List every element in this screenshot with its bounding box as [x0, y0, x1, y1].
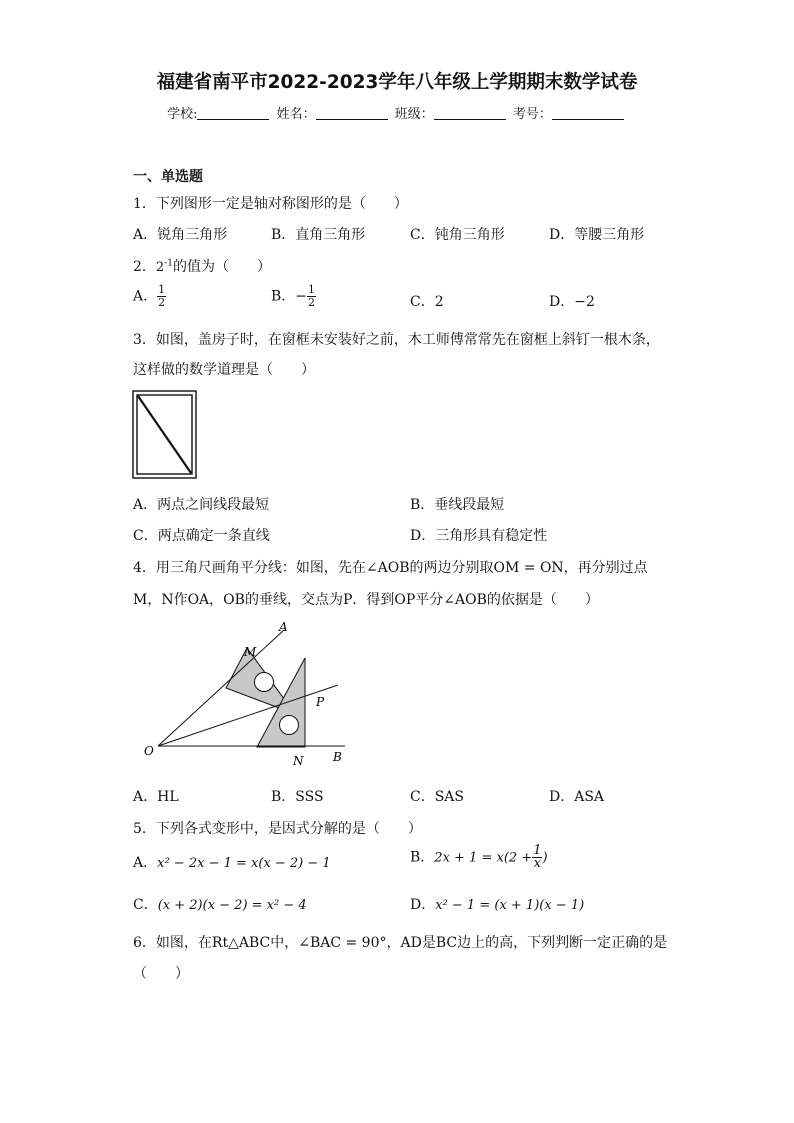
q4-option-c[interactable]: C．SAS — [410, 789, 465, 805]
q5-option-a-expr: x² − 2x − 1 = x(x − 2) − 1 — [157, 856, 331, 871]
q2-option-a[interactable] — [133, 284, 166, 309]
q5-option-c[interactable] — [133, 894, 307, 914]
q2-option-a-label: A． — [133, 288, 158, 305]
diagonal-brace — [138, 396, 191, 473]
set-square-hole-lower — [280, 716, 299, 735]
q4-option-b[interactable]: B．SSS — [271, 789, 324, 805]
q5-option-d-label: D． — [410, 897, 436, 913]
q5-option-b-label: B． — [410, 849, 435, 866]
q2-b-numerator: 1 — [308, 283, 316, 296]
student-info-line — [0, 103, 794, 122]
q4-stem-line1: 4．用三角尺画角平分线：如图，先在∠AOB的两边分别取OM = ON，再分别过点 — [133, 560, 648, 576]
label-b: B — [333, 750, 342, 764]
label-n: N — [293, 754, 304, 768]
q5-option-a-label: A． — [133, 855, 158, 871]
q2-b-sign: − — [295, 288, 308, 305]
school-label: 学校: — [167, 107, 198, 122]
q1-option-a[interactable]: A．锐角三角形 — [133, 227, 228, 243]
q4-option-d[interactable]: D．ASA — [549, 789, 605, 805]
label-o: O — [144, 744, 154, 758]
q5-b-numerator: 1 — [533, 843, 542, 858]
q2-number: 2． — [133, 259, 156, 275]
section-heading: 一、单选题 — [133, 169, 203, 185]
q6-stem-line1: 6．如图，在Rt△ABC中，∠BAC = 90°，AD是BC边上的高，下列判断一定正确的是 — [133, 935, 668, 951]
set-square-hole-upper — [255, 673, 274, 692]
q5-option-b[interactable] — [410, 845, 548, 870]
label-a: A — [279, 620, 288, 634]
q1-option-d[interactable]: D．等腰三角形 — [549, 227, 645, 243]
q1-stem: 1．下列图形一定是轴对称图形的是（ ） — [133, 196, 408, 212]
window-frame-figure — [132, 390, 198, 480]
q5-stem: 5．下列各式变形中，是因式分解的是（ ） — [133, 821, 422, 837]
name-blank[interactable] — [316, 107, 388, 120]
q5-b-denominator: x — [533, 856, 541, 871]
q2-exponent: -1 — [164, 258, 173, 269]
class-blank[interactable] — [434, 107, 506, 120]
q6-stem-line2: （ ） — [133, 966, 189, 982]
q3-option-d[interactable]: D．三角形具有稳定性 — [410, 528, 548, 544]
q3-option-c[interactable]: C．两点确定一条直线 — [133, 528, 270, 544]
q5-option-d[interactable] — [410, 894, 584, 914]
q5-option-b-fraction — [532, 845, 542, 870]
q1-option-b[interactable]: B．直角三角形 — [271, 227, 366, 243]
label-m: M — [244, 645, 257, 659]
q3-stem-line2: 这样做的数学道理是（ ） — [133, 362, 315, 378]
q5-option-b-expr-left: 2x + 1 = x(2 + — [434, 850, 533, 866]
label-p: P — [316, 695, 325, 709]
class-label: 班级： — [394, 107, 434, 122]
page-title: 福建省南平市2022-2023学年八年级上学期期末数学试卷 — [156, 72, 638, 93]
name-label: 姓名： — [276, 107, 316, 122]
q2-option-b[interactable] — [271, 284, 316, 309]
q4-stem-line2: M，N作OA，OB的垂线，交点为P．得到OP平分∠AOB的依据是（ ） — [133, 592, 599, 608]
q5-option-c-label: C． — [133, 897, 158, 913]
q5-option-c-expr: (x + 2)(x − 2) = x² − 4 — [157, 898, 307, 913]
q5-option-d-expr: x² − 1 = (x + 1)(x − 1) — [435, 898, 585, 913]
number-label: 考号： — [512, 107, 552, 122]
q2-b-denominator: 2 — [308, 296, 316, 309]
q2-option-c[interactable]: C．2 — [410, 294, 444, 310]
q2-option-b-fraction — [307, 284, 316, 309]
angle-bisector-figure — [140, 612, 360, 770]
q2-stem — [133, 256, 271, 276]
q5-option-a[interactable] — [133, 852, 331, 872]
q4-option-a[interactable]: A．HL — [133, 789, 179, 805]
number-blank[interactable] — [552, 107, 624, 120]
q3-option-a[interactable]: A．两点之间线段最短 — [133, 497, 270, 513]
q2-a-denominator: 2 — [158, 296, 166, 309]
q2-a-numerator: 1 — [158, 283, 166, 296]
school-blank[interactable] — [197, 107, 269, 120]
q2-base: 2 — [155, 260, 165, 275]
q5-option-b-expr-right: ) — [542, 850, 548, 866]
q1-option-c[interactable]: C．钝角三角形 — [410, 227, 505, 243]
q2-stem-text: 的值为（ ） — [172, 259, 271, 275]
q3-stem-line1: 3．如图，盖房子时，在窗框未安装好之前，木工师傅常常先在窗框上斜钉一根木条， — [133, 332, 660, 348]
q3-option-b[interactable]: B．垂线段最短 — [410, 497, 505, 513]
q2-option-a-fraction — [157, 284, 166, 309]
q2-option-b-label: B． — [271, 288, 296, 305]
q2-option-d[interactable]: D．−2 — [549, 294, 595, 310]
